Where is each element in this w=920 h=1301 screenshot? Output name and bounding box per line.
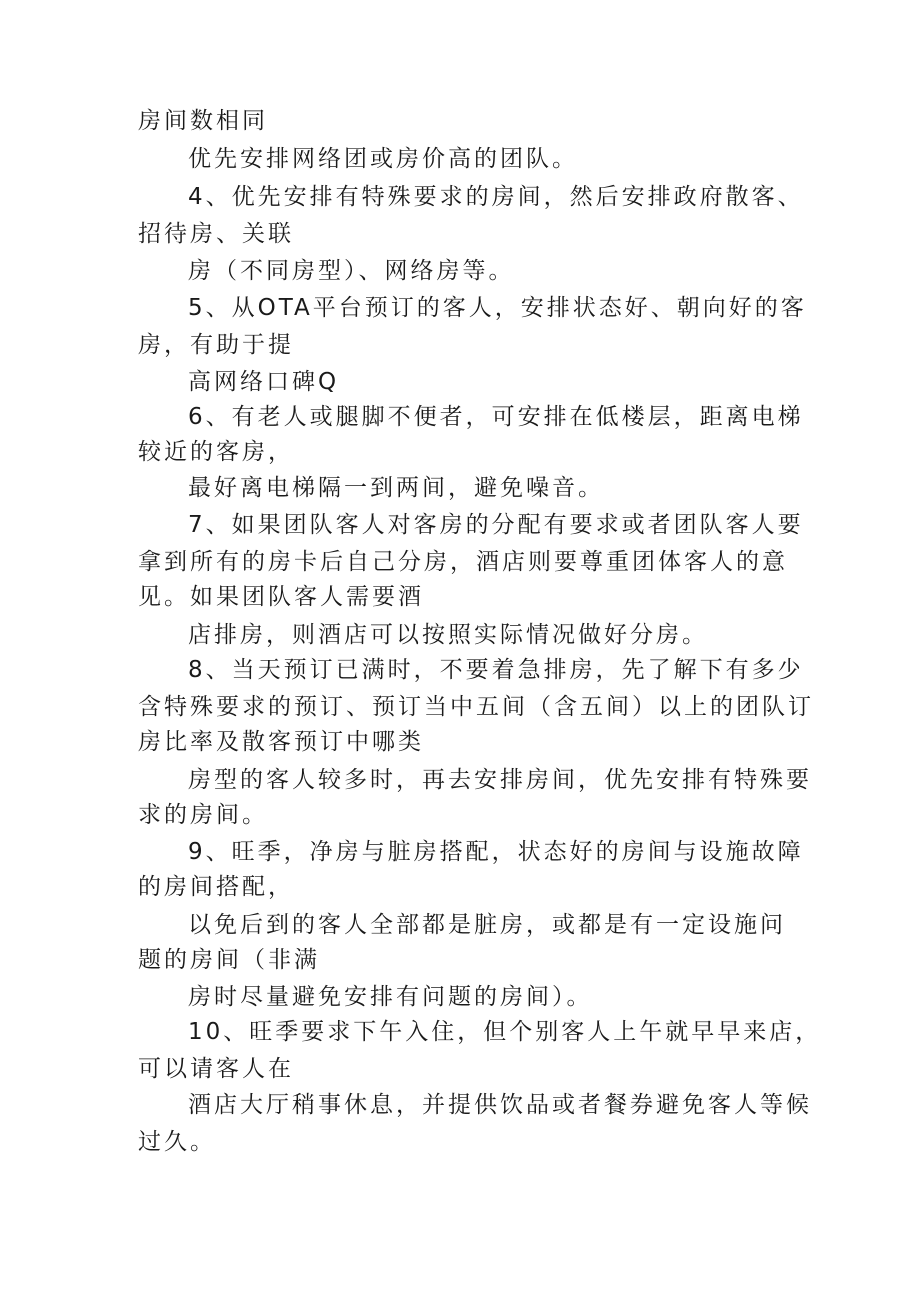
text-line: 店排房，则酒店可以按照实际情况做好分房。 <box>188 622 708 648</box>
text-line: 题的房间（非满 <box>138 947 320 973</box>
text-line: 求的房间。 <box>138 802 268 828</box>
text-line: 9、旺季，净房与脏房搭配，状态好的房间与设施故障 <box>188 839 804 865</box>
text-line: 高网络口碑Q <box>188 369 340 395</box>
text-line: 的房间搭配， <box>138 874 294 900</box>
text-line: 较近的客房， <box>138 439 294 465</box>
text-line: 5、从OTA平台预订的客人，安排状态好、朝向好的客 <box>188 295 807 321</box>
text-line: 10、旺季要求下午入住，但个别客人上午就早早来店， <box>188 1019 822 1045</box>
text-line: 8、当天预订已满时，不要着急排房，先了解下有多少 <box>188 657 804 683</box>
text-line: 招待房、关联 <box>138 221 294 247</box>
text-line: 以免后到的客人全部都是脏房，或都是有一定设施问 <box>188 912 786 938</box>
text-line: 房比率及散客预订中哪类 <box>138 729 424 755</box>
text-line: 过久。 <box>138 1129 216 1155</box>
text-line: 房时尽量避免安排有问题的房间）。 <box>188 984 593 1010</box>
text-line: 6、有老人或腿脚不便者，可安排在低楼层，距离电梯 <box>188 404 804 430</box>
text-line: 酒店大厅稍事休息，并提供饮品或者餐券避免客人等候 <box>188 1092 812 1118</box>
text-line: 房，有助于提 <box>138 332 294 358</box>
text-line: 最好离电梯隔一到两间，避免噪音。 <box>188 475 604 501</box>
text-line: 房间数相同 <box>138 108 268 134</box>
text-line: 房（不同房型）、网络房等。 <box>188 258 515 284</box>
text-line: 优先安排网络团或房价高的团队。 <box>188 146 578 172</box>
text-line: 可以请客人在 <box>138 1056 294 1082</box>
text-line: 7、如果团队客人对客房的分配有要求或者团队客人要 <box>188 512 804 538</box>
text-line: 房型的客人较多时，再去安排房间，优先安排有特殊要 <box>188 767 812 793</box>
text-line: 见。如果团队客人需要酒 <box>138 584 424 610</box>
text-line: 含特殊要求的预订、预订当中五间（含五间）以上的团队订 <box>138 694 814 720</box>
text-line: 拿到所有的房卡后自己分房，酒店则要尊重团体客人的意 <box>138 549 788 575</box>
text-line: 4、优先安排有特殊要求的房间，然后安排政府散客、 <box>188 184 804 210</box>
